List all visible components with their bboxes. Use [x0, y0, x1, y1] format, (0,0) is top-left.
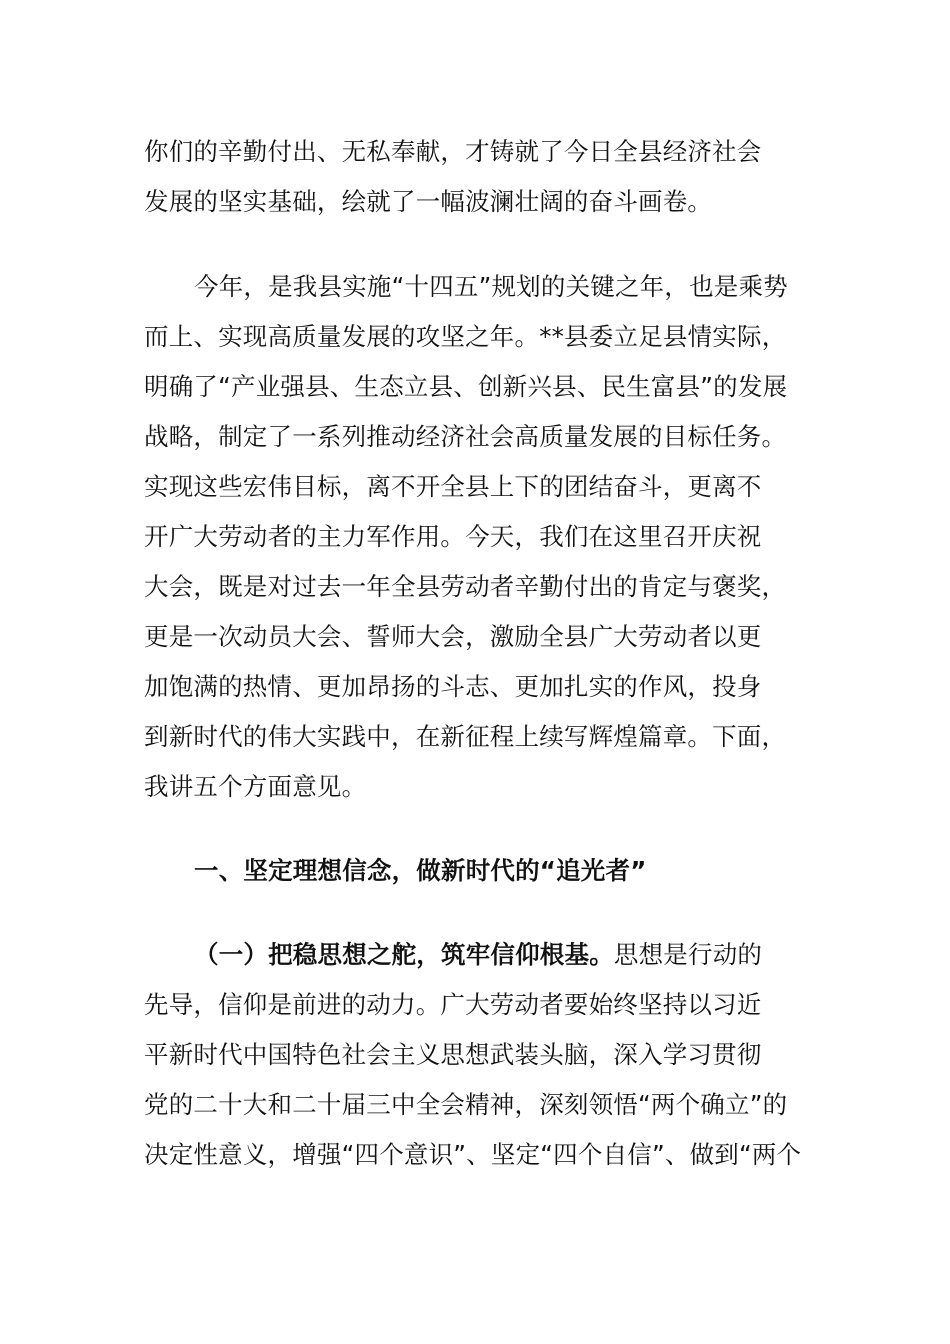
text-line: 战略，制定了一系列推动经济社会高质量发展的目标任务。	[144, 422, 787, 451]
paragraph-1	[144, 127, 806, 227]
text-line: 而上、实现高质量发展的攻坚之年。**县委立足县情实际，	[144, 322, 787, 351]
subheading-lead: （一）把稳思想之舵，筑牢信仰根基。	[194, 940, 614, 969]
text-line: 今年，是我县实施“十四五”规划的关键之年，也是乘势	[194, 272, 788, 301]
text-line: 更是一次动员大会、誓师大会，激励全县广大劳动者以更	[144, 622, 762, 651]
text-line: 你们的辛勤付出、无私奉献，才铸就了今日全县经济社会	[144, 137, 762, 166]
section-heading-1	[144, 846, 806, 896]
text-line: 大会，既是对过去一年全县劳动者辛勤付出的肯定与褒奖，	[144, 572, 787, 601]
paragraph-2	[144, 262, 806, 812]
text-line: 明确了“产业强县、生态立县、创新兴县、民生富县”的发展	[144, 372, 788, 401]
text-line: 决定性意义，增强“四个意识”、坚定“四个自信”、做到“两个	[144, 1140, 802, 1169]
text-line	[144, 930, 806, 980]
text-line: 我讲五个方面意见。	[144, 772, 367, 801]
section-heading: 一、坚定理想信念，做新时代的“追光者”	[194, 856, 647, 885]
text-line: 加饱满的热情、更加昂扬的斗志、更加扎实的作风，投身	[144, 672, 762, 701]
lead-rest: 思想是行动的	[613, 940, 763, 969]
text-line: 实现这些宏伟目标，离不开全县上下的团结奋斗，更离不	[144, 472, 762, 501]
text-line: 发展的坚实基础，绘就了一幅波澜壮阔的奋斗画卷。	[144, 187, 713, 216]
text-line: 先导，信仰是前进的动力。广大劳动者要始终坚持以习近	[144, 990, 762, 1019]
text-line: 开广大劳动者的主力军作用。今天，我们在这里召开庆祝	[144, 522, 762, 551]
text-line: 党的二十大和二十届三中全会精神，深刻领悟“两个确立”的	[144, 1090, 788, 1119]
text-line: 平新时代中国特色社会主义思想武装头脑，深入学习贯彻	[144, 1040, 762, 1069]
paragraph-3	[144, 930, 806, 1180]
text-line: 到新时代的伟大实践中，在新征程上续写辉煌篇章。下面，	[144, 722, 787, 751]
